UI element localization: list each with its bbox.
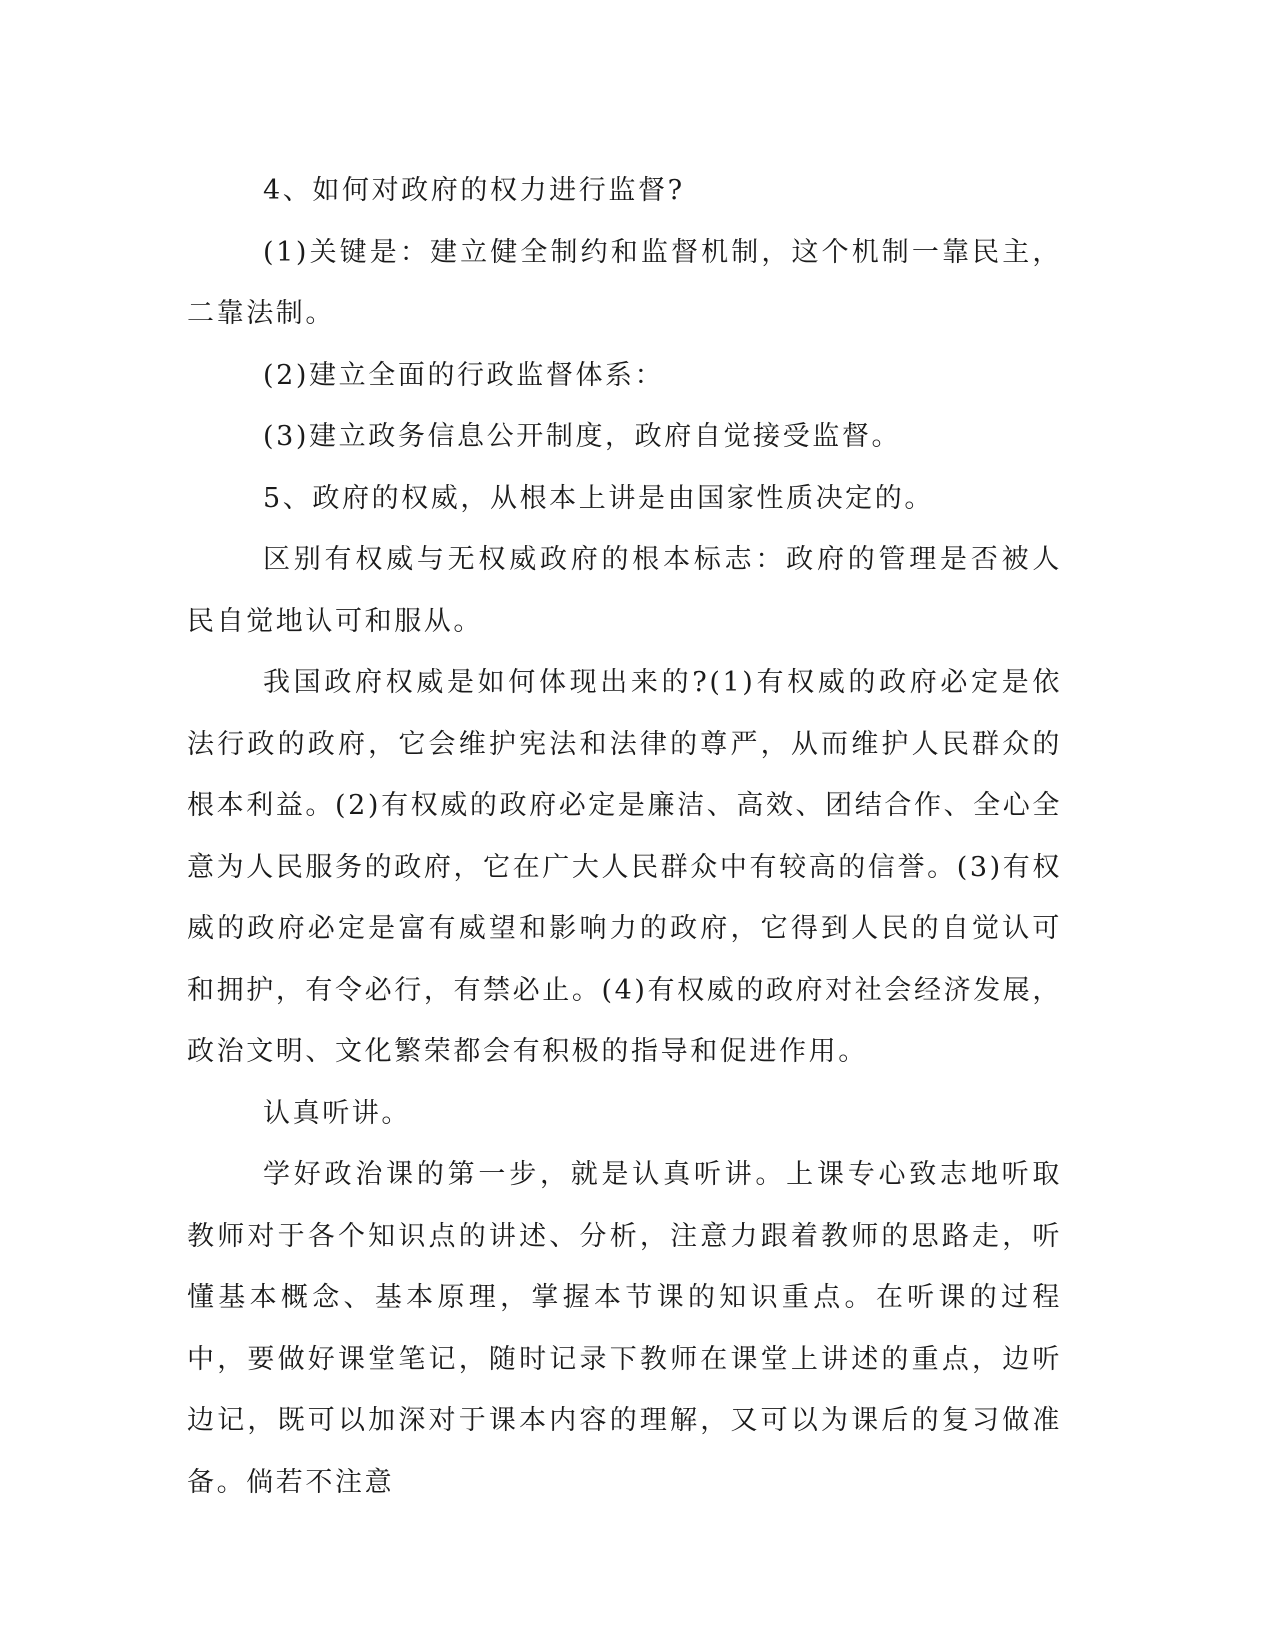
paragraph-q4-heading: 4、如何对政府的权力进行监督? [263, 175, 685, 206]
paragraph-authority-criterion: 区别有权威与无权威政府的根本标志：政府的管理是否被人民自觉地认可和服从。 [187, 544, 1062, 637]
paragraph-q4-point-3: (3)建立政务信息公开制度，政府自觉接受监督。 [263, 421, 902, 452]
paragraph-listen-body: 学好政治课的第一步，就是认真听讲。上课专心致志地听取教师对于各个知识点的讲述、分析，注意力跟着教师的思路走，听懂基本概念、基本原理，掌握本节课的知识重点。在听课的过程中，要做好课堂笔记，随时记录下教师在课堂上讲述的重点，边听边记，既可以加深对于课本内容的理解，又可以为课后的复习做准备。倘若不注意 [187, 1159, 1062, 1498]
paragraph-q5-heading: 5、政府的权威，从根本上讲是由国家性质决定的。 [263, 482, 934, 514]
paragraph-q4-point-1: (1)关键是：建立健全制约和监督机制，这个机制一靠民主，二靠法制。 [187, 236, 1062, 329]
document-body [187, 160, 1062, 1513]
paragraph-q4-point-2: (2)建立全面的行政监督体系： [263, 359, 665, 391]
paragraph-listen-heading: 认真听讲。 [263, 1097, 411, 1129]
paragraph-authority-manifestation: 我国政府权威是如何体现出来的?(1)有权威的政府必定是依法行政的政府，它会维护宪法和法律的尊严，从而维护人民群众的根本利益。(2)有权威的政府必定是廉洁、高效、团结合作、全心全意为人民服务的政府，它在广大人民群众中有较高的信誉。(3)有权威的政府必定是富有威望和影响力的政府，它得到人民的自觉认可和拥护，有令必行，有禁必止。(4)有权威的政府对社会经济发展，政治文明、文化繁荣都会有积极的指导和促进作用。 [187, 667, 1062, 1067]
